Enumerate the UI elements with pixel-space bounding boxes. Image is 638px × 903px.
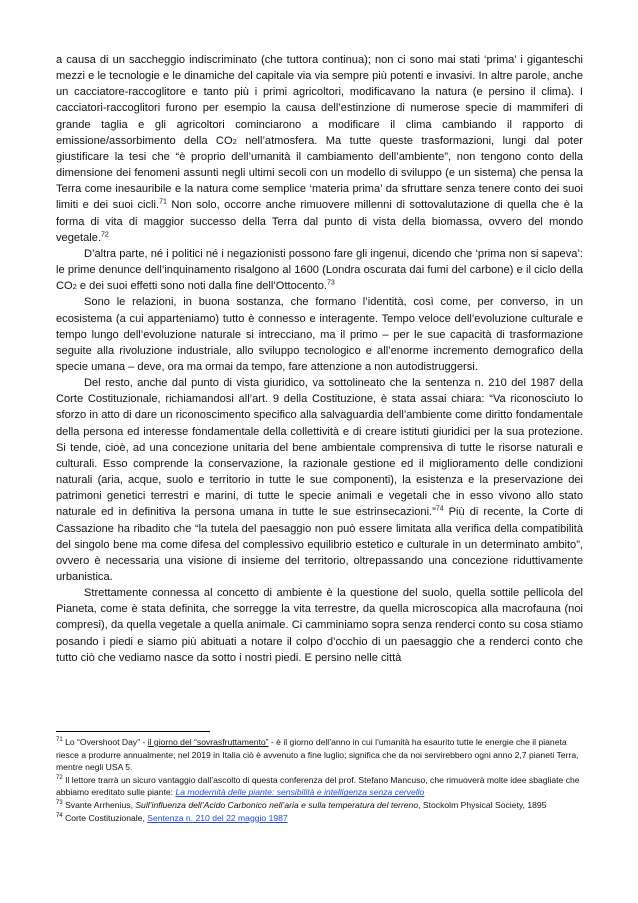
footnote-text: , Stockolm Physical Society, 1895 — [418, 799, 547, 810]
p2-text-b: e dei suoi effetti sono noti dalla fine dell’Ottocento. — [76, 280, 327, 293]
footnote-number: 73 — [56, 800, 63, 807]
book-title: Sull’influenza dell’Acido Carbonico nell’aria e sulla temperatura del terreno — [135, 799, 419, 810]
footnote-text: Lo “Overshoot Day” - — [62, 737, 148, 747]
p2-text-a: D’altra parte, né i politici né i negazionisti possono fare gli ingenui, dicendo che ‘prima non si sapeva’: le prime denunce dell’inquinamento risalgono al 1600 (Londra oscurata dai fumi del carbone) e il ciclo della CO — [56, 247, 583, 293]
footnote-ref-71[interactable]: 71 — [159, 198, 167, 206]
footnote-ref-73[interactable]: 73 — [327, 279, 335, 287]
footnote-number: 74 — [56, 812, 63, 819]
overshoot-day-link[interactable]: il giorno del “sovrasfruttamento” — [147, 737, 269, 747]
paragraph-2 — [56, 246, 583, 294]
p1-text-c: Non solo, occorre anche rimuovere millenni di sottovalutazione di quella che è la forma di vita di maggior successo della Terra dal punto di vista della biomassa, ovvero del mondo vegetale. — [56, 199, 584, 244]
footnote-ref-72[interactable]: 72 — [101, 231, 109, 239]
p1-text-b: nell’atmosfera. Ma tutte queste trasformazioni, lungi dal poter giustificare la tesi che “è proprio dell’umanità il cambiamento dell’ambiente”, non tengono conto della dimensione dei fenomeni assunti negli ultimi secoli con un modello di sviluppo (e un sistema) che pensa la Terra come inesauribile e la natura come semplice ‘materia prima’ da sfruttare senza tenere conto dei suoi limiti e dei suoi cicli. — [56, 134, 583, 212]
footnote-73 — [56, 799, 583, 812]
footnote-text: Svante Arrhenius, — [62, 799, 136, 810]
p1-text-a: a causa di un saccheggio indiscriminato (che tuttora continua); non ci sono mai stati ‘prima’ i giganteschi mezzi e le tecnologie e le dinamiche del capitale via via sempre più potenti e invasivi. In altre parole, anche un cacciatore-raccoglitore e tanto più i primi agricoltori, modificavano la natura (e persino il clima). I cacciatori-raccoglitori furono per esempio la causa dell’estinzione di numerose specie di mammiferi di grande taglia e gli agricoltori cominciarono a modificare il clima cambiando il rapporto di emissione/assorbimento della CO — [56, 54, 583, 147]
footnote-72 — [56, 774, 583, 799]
footnote-text: - è il giorno dell’anno in cui l’umanità ha esaurito tutte le energie che il pianeta riesce a produrre annualmente; nel 2019 in Italia ciò è avvenuto a fine luglio; significa che da noi servirebbero ogni anno 2,7 pianeti Terra, mentre negli USA 5. — [56, 737, 579, 773]
paragraph-3: Sono le relazioni, in buona sostanza, che formano l’identità, così come, per converso, in un ecosistema (a cui apparteniamo) tutto è connesso e interagente. Tempo veloce dell’evoluzione culturale e tempo lungo dell’evoluzione naturale si intrecciano, ma il primo – per le sue capacità di trasformazione seguite alla rivoluzione industriale, allo sviluppo tecnologico e all’enorme incremento demografico della specie umana – deve, ora ma ormai da tempo, fare attenzione a non autodistruggersi. — [56, 296, 583, 373]
co2-subscript: 2 — [72, 282, 77, 292]
paragraph-1 — [56, 52, 583, 246]
footnote-text: Corte Costituzionale, — [62, 812, 148, 823]
body-text — [56, 52, 583, 666]
footnote-71 — [56, 736, 583, 774]
footnote-number: 72 — [56, 774, 63, 781]
footnote-text: Il lettore trarrà un sicuro vantaggio dall’ascolto di questa conferenza del prof. Stefano Mancuso, che rimuoverà molte idee sbagliate che abbiamo ereditato sulle piante: — [56, 774, 580, 798]
paragraph-4 — [56, 375, 583, 585]
p4-text-b: Più di recente, la Corte di Cassazione ha ribadito che “la tutela del paesaggio non può essere limitata alla verifica della compatibilità del singolo bene ma come difesa del complessivo equilibrio estetico e culturale in un determinato ambito”, ovvero è necessaria una visione di insieme del territorio, oltrepassando una concezione riduttivamente urbanistica. — [56, 506, 583, 583]
footnotes — [56, 736, 583, 824]
sentenza-link[interactable]: Sentenza n. 210 del 22 maggio 1987 — [147, 812, 288, 823]
footnote-separator — [56, 731, 210, 732]
footnote-number: 71 — [56, 737, 63, 744]
p4-text-a: Del resto, anche dal punto di vista giuridico, va sottolineato che la sentenza n. 210 del 1987 della Corte Costituzionale, richiamandosi all’art. 9 della Costituzione, è stata assai chiara: “Va riconosciuto lo sforzo in atto di dare un riconoscimento specifico alla salvaguardia dell’ambiente come diritto fondamentale della persona ed interesse fondamentale della collettività e di creare istituti giuridici per la sua protezione. Si tende, cioè, ad una concezione unitaria del bene ambientale comprensiva di tutte le risorse naturali e culturali. Esso comprende la conservazione, la razionale gestione ed il miglioramento delle condizioni naturali (aria, acque, suolo e territorio in tutte le sue componenti), la esistenza e la preservazione dei patrimoni genetici terrestri e marini, di tutte le specie animali e vegetali che in esso vivono allo stato naturale ed in definitiva la persona umana in tutte le sue estrinsecazioni.” — [56, 377, 583, 519]
footnote-ref-74[interactable]: 74 — [435, 505, 444, 513]
footnote-74 — [56, 812, 583, 825]
paragraph-5: Strettamente connessa al concetto di ambiente è la questione del suolo, quella sottile pellicola del Pianeta, come è stata definita, che sorregge la vita terrestre, da quella microscopica alla macrofauna (noi compresi), da quella vegetale a quella animale. Ci camminiamo sopra senza renderci conto su cosa stiamo posando i piedi e siamo più abituati a notare il colpo d’occhio di un paesaggio che a renderci conto che tutto ciò che vediamo nasce da sotto i nostri piedi. E persino nelle città — [56, 587, 583, 664]
conference-link[interactable]: La modernità delle piante: sensibilità e intelligenza senza cervello — [175, 787, 425, 798]
co2-subscript: 2 — [232, 136, 237, 146]
